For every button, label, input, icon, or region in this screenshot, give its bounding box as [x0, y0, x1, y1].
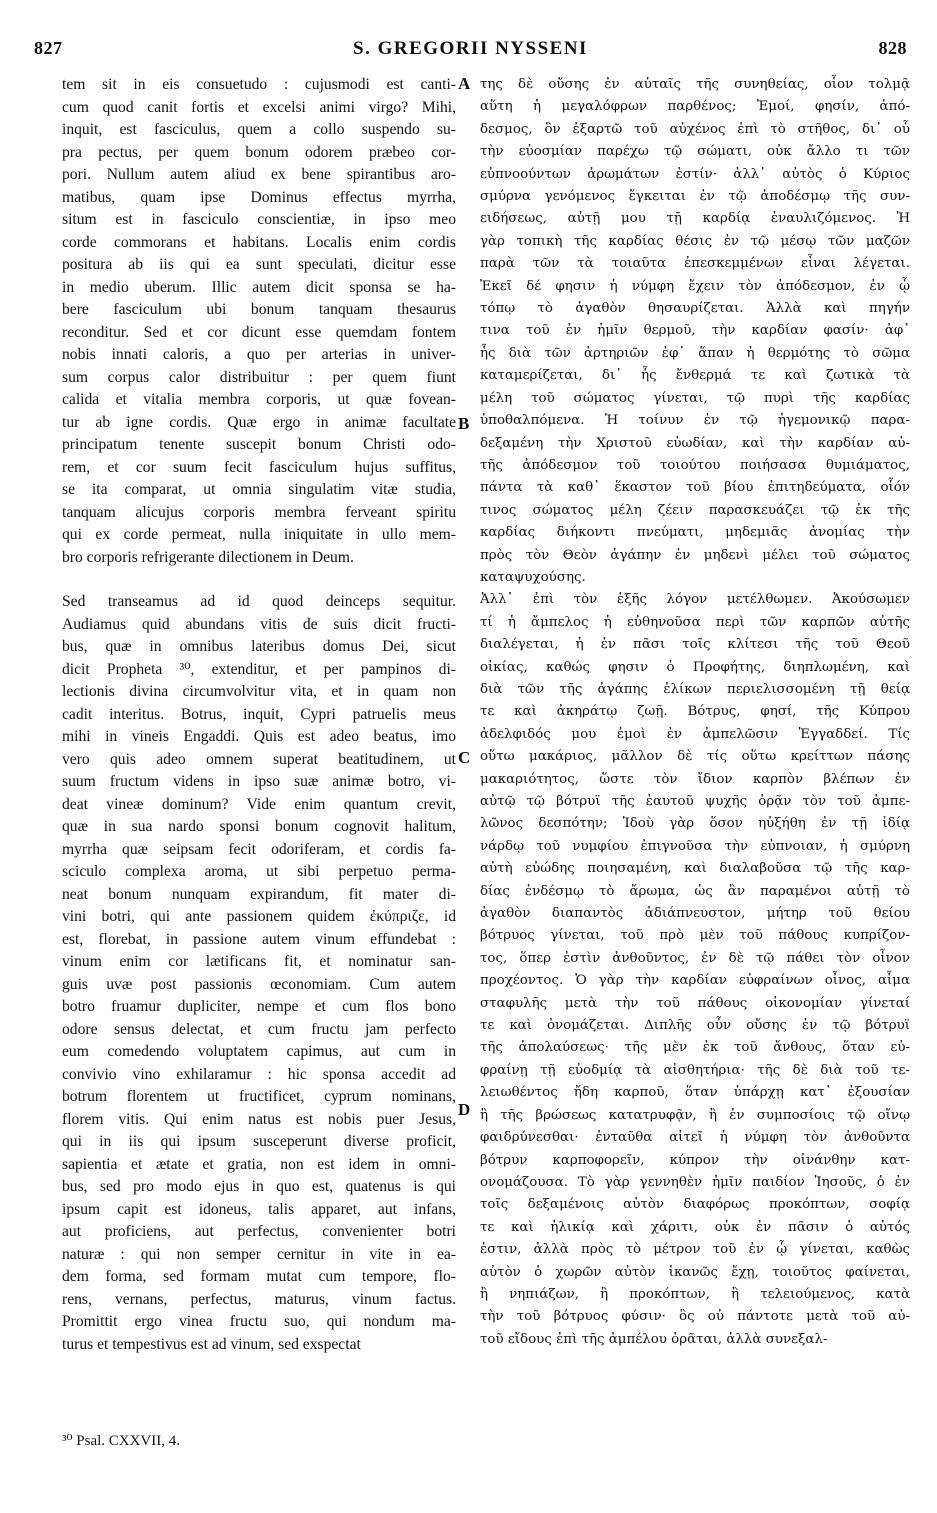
text-line: bro corporis refrigerante dilectionem in Deum.	[62, 548, 354, 566]
text-line: λῶνος δεσπότην; Ἰδοὺ γὰρ ὅσον ηὐξήθη ἐν τῇ ἰδίᾳ	[480, 816, 910, 832]
text-line: vini botri, qui ante passionem quidem ἐκύπριζε, id	[62, 908, 456, 925]
text-line: τινος σώματος μέλη ζέειν παρασκευάζει τῷ ἐκ τῆς	[480, 502, 910, 518]
text-line: τοῦ εἴδους ἐπὶ τῆς ἀμπέλου ὁρᾶται, ἀλλὰ συνεξαλ-	[480, 1331, 828, 1347]
text-line: της δὲ οὔσης ἐν αὐταῖς τῆς συνηθείας, οἷον τολμᾷ	[480, 77, 910, 92]
text-line: φαιδρύνεσθαι· ἐνταῦθα αἰτεῖ ἡ νύμφη τὸν ἀνθοῦντα	[480, 1130, 910, 1146]
text-line: πάντα τὰ καθ᾽ ἕκαστον τοῦ βίου ἐπιτηδεύματα, οἷόν	[480, 480, 910, 496]
text-line: neat bonum nunquam expirandum, fit mater di-	[62, 885, 456, 903]
text-line: ονομάζουσα. Τὸ γὰρ γεννηθὲν ἡμῖν παιδίον Ἰησοῦς, ὁ ἐν	[480, 1174, 910, 1190]
margin-letter-d: D	[458, 1100, 471, 1119]
text-line: ειδήσεως, αὐτῇ μου τῇ καρδίᾳ ἐναυλιζόμενος. Ἡ	[480, 211, 910, 227]
text-line: μέλη τοῦ σώματος γίνεται, τῷ πυρὶ τῆς καρδίας	[480, 390, 910, 406]
text-line: convivio vino exhilaramur : hic sponsa accedit ad	[62, 1065, 456, 1083]
text-line: τὴν τοῦ βότρυος φύσιν· ὃς οὐ πάντοτε μετὰ τοῦ αὐ-	[480, 1309, 910, 1325]
text-line: mihi in vineis Engaddi. Quis est adeo beatus, imo	[62, 728, 456, 745]
text-line: αὐτὸν ὁ χωρῶν αὐτὸν ἱκανῶς ἔχῃ, τοιοῦτος φαίνεται,	[480, 1264, 910, 1280]
text-line: odore sensus delectat, et cum fructu jam perfecto	[62, 1020, 456, 1038]
text-line: βότρυος γίνεται, τοῦ πρὸ μὲν τοῦ πάθους κυπρίζον-	[480, 928, 910, 944]
text-line: διαλέγεται, ἡ ἐν πᾶσι τοῖς κλίτεσι τῆς τοῦ Θεοῦ	[480, 637, 910, 653]
greek-column	[480, 74, 910, 1351]
text-line: matibus, quam ipse Dominus effectus myrrha,	[62, 188, 456, 206]
text-line: ἢ τῆς βρώσεως κατατρυφᾷν, ἢ ἐν συμποσίοις τῷ οἴνῳ	[480, 1107, 910, 1123]
text-line: αὐτὴ εὐώδης ποιησαμένη, καὶ διαλαβοῦσα τῷ τῆς καρ-	[480, 861, 910, 877]
text-line: τε καὶ ὀνομάζεται. Διπλῆς οὖν οὔσης ἐν τῷ βότρυϊ	[480, 1018, 910, 1034]
text-line: aut proficiens, aut perfectus, convenienter botri	[62, 1223, 456, 1240]
text-line: δεξαμένη τὴν Χριστοῦ εὐωδίαν, καὶ τὴν καρδίαν αὐ-	[480, 435, 910, 451]
text-line: τοῖς δεξαμένοις αὐτὸν διαφόρως προκόπτων, σοφίᾳ	[480, 1197, 910, 1213]
text-line: suum fructum videns in ipso suæ animæ botro, vi-	[62, 773, 456, 790]
text-line: Sed transeamus ad id quod deinceps sequitur.	[62, 593, 456, 610]
text-line: rem, et cor suum fecit fasciculum hujus suffitus,	[62, 458, 456, 476]
text-line: tanquam alicujus corporis membra ferveant spiritu	[62, 503, 456, 521]
text-line: situm est in fasciculo conscientiæ, in ipso meo	[62, 211, 456, 228]
left-page-number: 827	[34, 38, 63, 58]
text-line: τε καὶ ἡλικίᾳ καὶ χάριτι, οὐκ ἐν πᾶσιν ὁ αὐτός	[480, 1219, 910, 1235]
page-header	[34, 38, 907, 68]
text-line: διὰ τῶν τῆς ἀγάπης ἑλίκων περιελισσομένη τῇ θείᾳ	[480, 681, 910, 697]
text-line: αὐτῷ τῷ βότρυϊ τῆς ἑαυτοῦ ψυχῆς ὁρᾷν τὸν τοῦ ἀμπε-	[480, 794, 910, 809]
text-line: bere fasciculum ubi bonum tanquam thesaurus	[62, 301, 456, 318]
text-line: καρδίας διήκοντι πνεύματι, μηδεμιᾶς ἀνομίας τὴν	[480, 525, 910, 541]
text-line: naturæ : qui non semper cernitur in vite in ea-	[62, 1245, 456, 1263]
text-line: se ita comparat, ut omnia singulatim vitæ studia,	[62, 481, 456, 498]
text-line: τί ἡ ἄμπελος ἡ εὐθηνοῦσα περὶ τῶν καρπῶν αὐτῆς	[480, 614, 910, 630]
text-line: pori. Nullum autem aliud ex bene spirantibus aro-	[62, 166, 456, 183]
text-line: καταψυχούσης.	[480, 569, 586, 585]
text-line: reconditur. Sed et cor dicunt esse quemdam fontem	[62, 323, 456, 341]
text-line: bus, quæ in omnibus lateribus domus Dei, sicut	[62, 638, 456, 655]
text-line: τῆς ἀπολαύσεως· τῆς μὲν ἐκ τοῦ ἄνθους, ὅταν εὐ-	[480, 1040, 910, 1056]
text-line: καταμερίζεται, δι᾽ ἧς ἔνθερμά τε καὶ ζωτικὰ τὰ	[480, 368, 910, 384]
text-line: positura ab iis qui ea sunt speculati, dicitur esse	[62, 256, 456, 273]
text-line: Ἀλλ᾽ ἐπὶ τὸν ἑξῆς λόγον μετέλθωμεν. Ἀκούσωμεν	[480, 592, 910, 608]
text-line: quæ in sua nardo sponsi bonum cognovit halitum,	[62, 818, 456, 835]
text-line: qui ex corde permeat, nulla iniquitate in ullo mem-	[62, 526, 456, 543]
text-line: deat vineæ dominum? Vide enim quantum crevit,	[62, 795, 456, 813]
text-line: botrum florentem ut fructificet, cyprum nominans,	[62, 1088, 456, 1105]
text-line: lectionis divina circumvolvitur vita, et in quam non	[62, 683, 456, 700]
text-line: corde commorans et habitans. Localis enim cordis	[62, 233, 456, 251]
text-line: τινα τοῦ ἐν ἡμῖν θερμοῦ, τὴν καρδίαν φασίν· ἀφ᾽	[480, 323, 910, 339]
text-line: λειωθέντος ἤδη καρποῦ, ὅταν ὑπάρχῃ κατ᾽ ἐξουσίαν	[480, 1085, 910, 1101]
latin-column	[62, 74, 456, 1356]
text-line: dem forma, sed formam mutat cum tempore, flo-	[62, 1268, 456, 1285]
text-line: ipsum capit est idoneus, talis apparet, aut infans,	[62, 1200, 456, 1218]
text-line: σταφυλῆς μετὰ τὴν τοῦ πάθους οἰκονομίαν γίνεταί	[480, 995, 910, 1011]
text-line: guis uvæ post passionis œconomiam. Cum autem	[62, 975, 456, 993]
text-line: myrrha quæ seipsam fecit odoriferam, et cordis fa-	[62, 840, 456, 858]
text-line: βότρυν καρποφορεῖν, κύπρον τὴν οἰνάνθην κατ-	[480, 1152, 910, 1168]
text-line: turus et tempestivus est ad vinum, sed exspectat	[62, 1335, 361, 1353]
text-line: pra pectus, per quem bonum odorem præbeo cor-	[62, 143, 456, 161]
text-line: est, florebat, in passione autem vinum effundebat :	[62, 930, 456, 948]
text-line: tem sit in eis consuetudo : cujusmodi est canti-	[62, 76, 456, 93]
text-line: φραίνῃ τῇ εὐοδμίᾳ τὰ αἰσθητήρια· τῆς δὲ διὰ τοῦ τε-	[480, 1062, 910, 1078]
text-line: vero quis adeo omnem superat beatitudinem, ut	[62, 750, 456, 768]
margin-letter-c: C	[458, 748, 471, 767]
text-line: calida et vitalia membra corporis, ut quæ fovean-	[62, 391, 456, 408]
text-line: sapientia et ætate et gratia, non est idem in omni-	[62, 1155, 456, 1173]
text-line: παρὰ τῶν τὰ τοιαῦτα ἐπεσκεμμένων εἶναι λέγεται.	[480, 256, 910, 272]
text-line: sum corpus calor distribuitur : per quem fiunt	[62, 368, 456, 386]
text-line: florem vitis. Qui enim natus est nobis puer Jesus,	[62, 1110, 456, 1128]
text-line: ἀγαθὸν διαπαντὸς ἀδιάπνευστον, μήτηρ τοῦ θείου	[480, 906, 910, 922]
text-line: vinum enim cor lætificans fit, et nominatur san-	[62, 953, 456, 970]
text-line: sciculo complexa aroma, ut sibi perpetuo perma-	[62, 863, 456, 880]
text-line: τῆς ἀπόδεσμον τοῦ τοιούτου ποιήσασα θυμιάματος,	[480, 457, 910, 473]
text-line: ἐστιν, ἀλλὰ πρὸς τὸ μέτρον τοῦ ἐν ᾧ γίνεται, καθὼς	[480, 1242, 910, 1258]
text-line: principatum tenente suscepit bonum Christi odo-	[62, 436, 456, 453]
text-line: τε καὶ ἀκηράτῳ ζωῇ. Βότρυς, φησί, τῆς Κύπρου	[480, 704, 910, 720]
paragraph-gap	[62, 569, 456, 591]
text-line: nobis innati caloris, a quo per arterias in univer-	[62, 346, 456, 363]
text-line: δεσμος, ὃν ἐξαρτῶ τοῦ αὐχένος ἐπὶ τὸ στῆθος, δι᾽ οὗ	[480, 121, 910, 137]
text-line: οἰκίας, καθώς φησιν ὁ Προφήτης, διηπλωμένη, καὶ	[480, 659, 910, 675]
text-line: ὑποθαλπόμενα. Ἡ τοίνυν ἐν τῷ ἡγεμονικῷ παρα-	[480, 413, 910, 429]
text-line: in medio uberum. Illic autem dicit sponsa se ha-	[62, 278, 456, 296]
text-line: ἧς διὰ τῶν ἀρτηριῶν ἐφ᾽ ἅπαν ἡ θερμότης τὸ σῶμα	[480, 345, 910, 361]
text-line: dicit Propheta ³⁰, extenditur, et per pampinos di-	[62, 660, 456, 678]
text-line: τὴν εὐοσμίαν παρέχω τῷ σώματι, οὐκ ἄλλο τι τῶν	[480, 144, 910, 160]
latin-paragraph-1	[62, 74, 456, 569]
text-line: Promittit ergo vinea fructu suo, qui nondum ma-	[62, 1313, 456, 1330]
text-line: αὕτη ἡ μεγαλόφρων παρθένος; Ἐμοί, φησίν, ἀπό-	[480, 99, 910, 115]
text-line: γὰρ τοπικὴ τῆς καρδίας θέσις ἐν τῷ μέσῳ τῶν μαζῶν	[480, 233, 910, 249]
text-line: σμύρνα γενόμενος ἔγκειται ἐν τῷ ἀποδέσμῳ τῆς συν-	[480, 189, 910, 205]
text-line: νάρδῳ τοῦ νυμφίου ἐπιγνοῦσα τὴν εὐπνοιαν, ἡ σμύρνη	[480, 838, 910, 854]
text-line: δίας ἐνδέσμῳ τὸ ἄρωμα, ὡς ἂν παραμένοι αὐτῇ τὸ	[480, 883, 910, 899]
text-line: cadit interitus. Botrus, inquit, Cypri patruelis meus	[62, 705, 456, 723]
text-line: πρὸς τὸν Θεὸν ἀγάπην ἐν μηδενὶ μέλει τοῦ σώματος	[480, 547, 910, 563]
text-line: eum comedendo voluptatem capimus, aut cum in	[62, 1043, 456, 1060]
text-line: ἀδελφιδός μου ἐμοὶ ἐν ἀμπελῶσιν Ἐγγαδδεί. Τίς	[480, 726, 910, 742]
margin-letter-a: A	[458, 74, 471, 93]
running-title: S. GREGORII NYSSENI	[353, 38, 588, 59]
text-line: μακαριότητος, ὥστε τὸν ἴδιον καρπὸν βλέπων ἐν	[480, 771, 910, 787]
right-page-number: 828	[878, 38, 907, 58]
text-line: προχέοντος. Ὁ γὰρ τὴν καρδίαν εὐφραίνων οἶνος, αἷμα	[480, 973, 910, 989]
text-line: qui in iis qui ipsum susceperunt diverse proficit,	[62, 1133, 456, 1150]
text-line: Ἐκεῖ δέ φησιν ἡ νύμφη ἔχειν τὸν ἀπόδεσμον, ἐν ᾧ	[480, 278, 910, 294]
text-line: rens, vernans, perfectus, maturus, vinum factus.	[62, 1290, 456, 1308]
text-line: inquit, est fasciculus, quem a collo suspendo su-	[62, 121, 456, 138]
text-line: botro fruamur dupliciter, nempe et cum flos bono	[62, 998, 456, 1015]
text-line: τόπῳ τὸ ἀγαθὸν θησαυρίζεται. Ἀλλὰ καὶ πηγήν	[480, 301, 910, 317]
latin-paragraph-2	[62, 591, 456, 1356]
footnote: ³⁰ Psal. CXXVII, 4.	[62, 1433, 181, 1449]
text-line: οὕτω μακάριος, μᾶλλον δὲ τίς οὕτω κρείττων πάσης	[480, 749, 910, 765]
text-line: τος, ὅπερ ἐστὶν ἀνθοῦντος, ἐν δὲ τῷ πάθει τὸν οἶνον	[480, 950, 910, 966]
text-line: εὐπνοούντων ἀρωμάτων ἐστίν· ἀλλ᾽ αὐτὸς ὁ Κύριος	[480, 166, 910, 182]
text-line: bus, sed pro modo ejus in quo est, quatenus is qui	[62, 1178, 456, 1195]
text-line: cum quod canit fortis et excelsi animi virgo? Mihi,	[62, 98, 456, 116]
text-line: Audiamus quid abundans vitis de suis dicit fructi-	[62, 615, 456, 633]
margin-letter-b: B	[458, 414, 470, 433]
text-line: ἢ νηπιάζων, ἢ προκόπτων, ἢ τελειούμενος, κατὰ	[480, 1286, 910, 1302]
text-line: tur ab igne cordis. Quæ ergo in animæ facultate	[62, 413, 456, 431]
